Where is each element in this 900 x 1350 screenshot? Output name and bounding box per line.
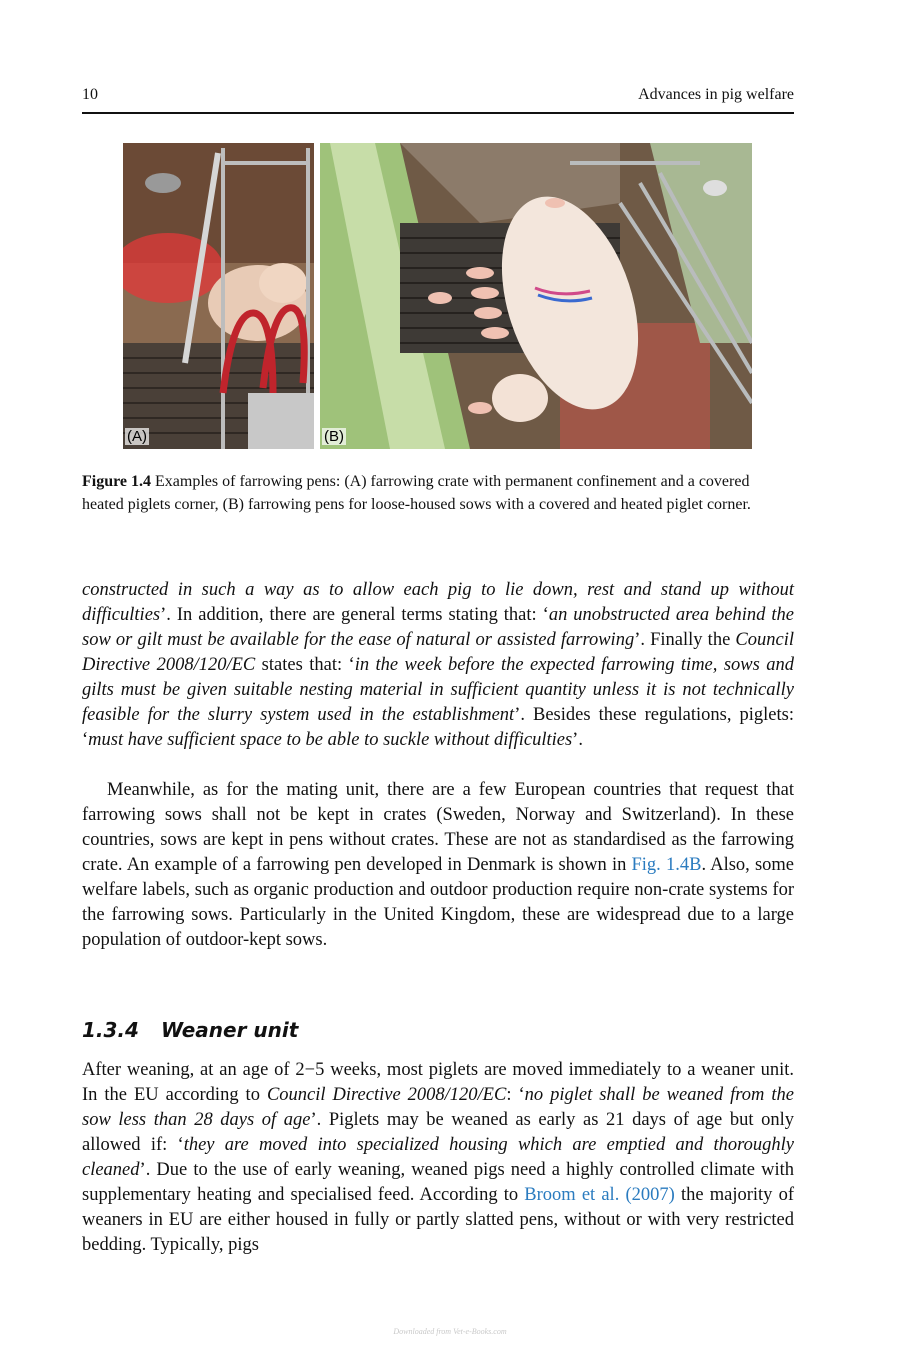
body-text: After weaning, at an age of 2−5 weeks, most piglets are moved immediately to a weaner unit. In the EU according to	[82, 1060, 794, 1105]
quote-text: must have sufficient space to be able to suckle without difficulties	[88, 730, 573, 750]
section-title: Weaner unit	[160, 1018, 299, 1042]
body-text: Meanwhile, as for the mating unit, there are a few European countries that request that farrowing sows shall not be kept in crates (Sweden, Norway and Switzerland). In these countries, sows are kept in pens without crates. These are not as standardised as the farrowing crate. An example of a farrowing pen developed in Denmark is shown in	[82, 780, 794, 875]
panel-b-label: (B)	[324, 428, 344, 445]
header-rule	[82, 112, 794, 114]
citation-link[interactable]: Broom et al. (2007)	[524, 1185, 675, 1205]
quote-text: they are moved into specialized housing which are emptied and thoroughly cleaned	[82, 1135, 794, 1180]
paragraph-regulations	[82, 578, 794, 753]
body-text: the majority of weaners in EU are either housed in fully or partly slatted pens, without or with very restricted bedding. Typically, pigs	[82, 1185, 794, 1255]
figure-photo-a	[123, 143, 314, 449]
paragraph-non-crate	[82, 778, 794, 953]
paragraph-weaner	[82, 1058, 794, 1258]
body-text: : ‘	[506, 1085, 525, 1105]
figure-label: Figure 1.4	[82, 473, 152, 490]
page-header	[82, 84, 794, 106]
quote-text: an unobstructed area behind the sow or gilt must be available for the ease of natural or assisted farrowing	[82, 605, 794, 650]
quote-text: in the week before the expected farrowing time, sows and gilts must be given suitable nesting material in sufficient quantity unless it is not technically feasible for the slurry system used in the establishment	[82, 655, 794, 725]
body-text: ’. In addition, there are general terms stating that: ‘	[160, 605, 549, 625]
figure-link[interactable]: Fig. 1.4B	[631, 855, 702, 875]
page-number: 10	[82, 86, 98, 103]
loose-housed-pen-photo	[320, 143, 752, 449]
body-text: states that: ‘	[255, 655, 355, 675]
quote-text: no piglet shall be weaned from the sow less than 28 days of age	[82, 1085, 795, 1130]
figure-photo-b	[320, 143, 752, 449]
body-text: ’. Besides these regulations, piglets: ‘	[82, 705, 794, 750]
directive-name: Council Directive 2008/120/EC	[266, 1085, 507, 1105]
caption-text: Examples of farrowing pens: (A) farrowing crate with permanent confinement and a covered heated piglets corner, (B) farrowing pens for loose-housed sows with a covered and heated piglet corner.	[82, 473, 751, 513]
section-heading	[82, 1018, 298, 1042]
panel-a-label: (A)	[127, 428, 147, 445]
body-text: ’.	[572, 730, 583, 750]
running-title: Advances in pig welfare	[638, 86, 794, 103]
watermark: Downloaded from Vet-e-Books.com	[393, 1327, 507, 1336]
body-text: ’. Piglets may be weaned as early as 21 days of age but only allowed if: ‘	[82, 1110, 794, 1155]
farrowing-crate-photo	[123, 143, 314, 449]
body-text: . Also, some welfare labels, such as organic production and outdoor production require non-crate systems for the farrowing sows. Particularly in the United Kingdom, these are widespread due to a large population of outdoor-kept sows.	[82, 855, 794, 950]
quote-text: constructed in such a way as to allow each pig to lie down, rest and stand up without difficulties	[82, 580, 794, 625]
body-text: ’. Finally the	[634, 630, 736, 650]
section-number: 1.3.4	[82, 1018, 139, 1042]
directive-name: Council Directive 2008/120/EC	[82, 630, 795, 675]
figure-caption	[82, 470, 794, 516]
body-text: ’. Due to the use of early weaning, weaned pigs need a highly controlled climate with supplementary heating and specialised feed. According to	[82, 1160, 794, 1205]
